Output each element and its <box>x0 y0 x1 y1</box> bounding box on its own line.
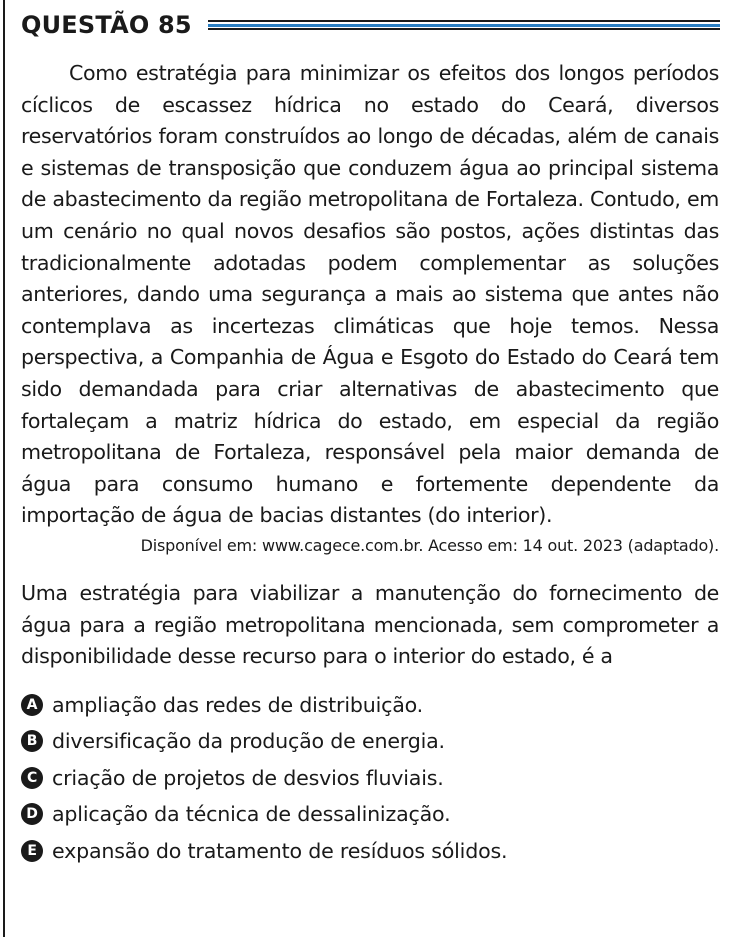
title-line-blue <box>208 24 720 27</box>
option-e[interactable] <box>21 833 719 870</box>
answer-options <box>21 687 719 870</box>
option-c[interactable] <box>21 760 719 797</box>
option-a-letter-icon: A <box>21 694 43 716</box>
option-b-letter-icon: B <box>21 730 43 752</box>
option-e-letter-icon: E <box>21 840 43 862</box>
option-e-text: expansão do tratamento de resíduos sólidos. <box>52 838 508 863</box>
option-c-letter-icon: C <box>21 767 43 789</box>
option-d-text: aplicação da técnica de dessalinização. <box>52 802 451 827</box>
question-prompt: Uma estratégia para viabilizar a manutenção do fornecimento de água para a região metropolitana mencionada, sem comprometer a disponibilidade desse recurso para o interior do estado, é a <box>21 580 719 669</box>
option-a-text: ampliação das redes de distribuição. <box>52 692 424 717</box>
title-decorative-lines <box>208 20 720 30</box>
option-a[interactable] <box>21 687 719 724</box>
title-line-top <box>208 20 720 22</box>
passage-source: Disponível em: www.cagece.com.br. Acesso em: 14 out. 2023 (adaptado). <box>140 535 719 555</box>
passage-text: Como estratégia para minimizar os efeitos dos longos períodos cíclicos de escassez hídrica no estado do Ceará, diversos reservatórios foram construídos ao longo de décadas, além de canais e sistemas de transposição que conduzem água ao principal sistema de abastecimento da região metropolitana de Fortaleza. Contudo, em um cenário no qual novos desafios são postos, ações distintas das tradicionalmente adotadas podem complementar as soluções anteriores, dando uma segurança a mais ao sistema que antes não contemplava as incertezas climáticas que hoje temos. Nessa perspectiva, a Companhia de Água e Esgoto do Estado do Ceará tem sido demandada para criar alternativas de abastecimento que fortaleçam a matriz hídrica do estado, em especial da região metropolitana de Fortaleza, responsável pela maior demanda de água para consumo humano e fortemente dependente da importação de água de bacias distantes (do interior). <box>21 61 719 528</box>
question-header <box>21 8 720 42</box>
option-b-text: diversificação da produção de energia. <box>52 729 445 754</box>
title-line-bottom <box>208 28 720 30</box>
question-content <box>21 58 719 869</box>
option-d[interactable] <box>21 796 719 833</box>
question-title: QUESTÃO 85 <box>21 11 192 39</box>
option-c-text: criação de projetos de desvios fluviais. <box>52 765 444 790</box>
option-b[interactable] <box>21 723 719 760</box>
option-d-letter-icon: D <box>21 803 43 825</box>
left-margin-rule <box>3 0 5 937</box>
